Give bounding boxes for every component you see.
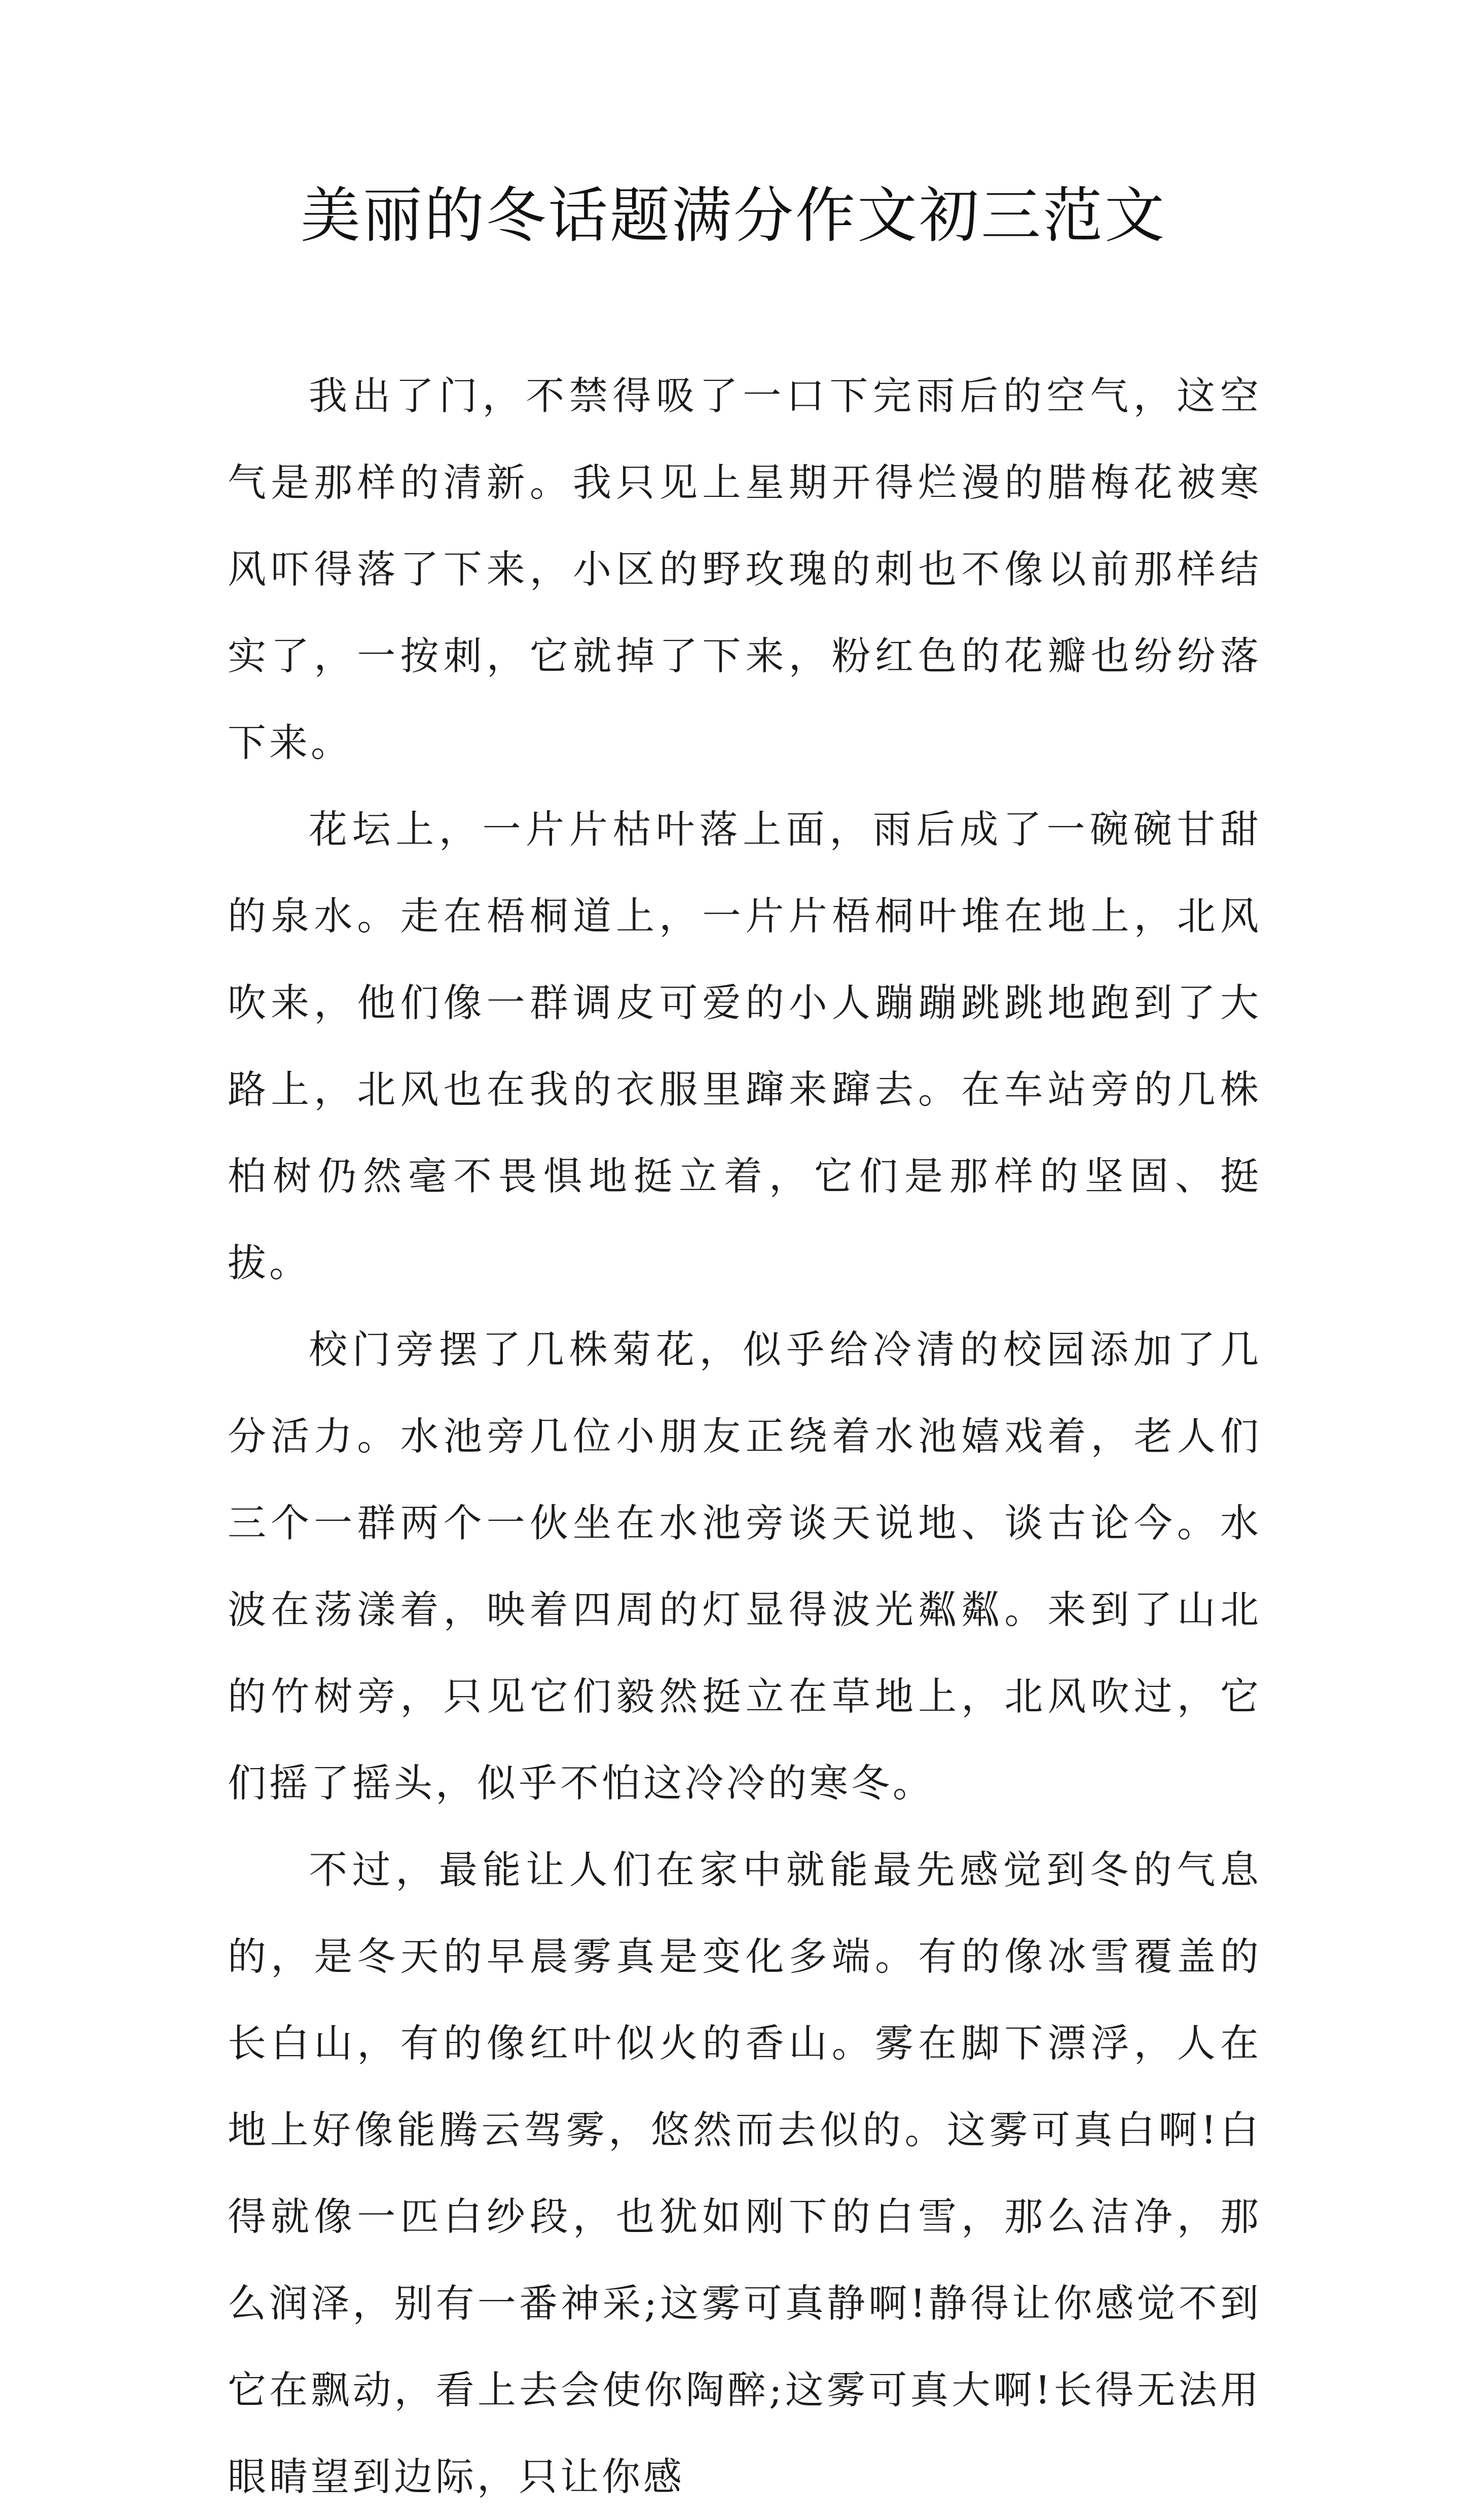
paragraph: 校门旁摆了几株菊花，似乎给冷清的校园添加了几分活力。水池旁几位小朋友正绕着水池嬉戏着，老人们三个一群两个一伙坐在水池旁谈天说地、谈古论今。水波在荡漾着，映着四周的灯显得波光粼粼。来到了山北的竹树旁，只见它们毅然挺立在草地上，北风吹过，它们摇了摇头，似乎不怕这冷冷的寒冬。 xyxy=(228,1327,1262,1806)
paragraph: 不过，最能让人们在家中就能最先感觉到冬的气息的，是冬天的早晨雾真是变化多端。有的像冰雪覆盖的长白山，有的像红叶似火的香山。雾在脚下漂浮，人在地上好像能腾云驾雾，悠然而去似的。这雾可真白啊!白得就像一匹白纱段，也犹如刚下的白雪，那么洁净，那么润泽，别有一番神采;这雾可真静啊!静得让你感觉不到它在飘动，看上去会使你陶醉;这雾可真大啊!长得无法用眼睛望到边际，只让你感 xyxy=(228,1847,1262,2499)
paragraph: 我出了门，不禁得吸了一口下完雨后的空气，这空气是那样的清新。我只见上星期开得烂漫的腊梅花被寒风吓得落了下来，小区的野玫瑰的刺也不像以前那样结实了，一按刺，它就掉了下来，粉红色的花瓣也纷纷落下来。 xyxy=(228,373,1262,765)
document-title: 美丽的冬话题满分作文初三范文 xyxy=(300,181,1166,250)
document-body xyxy=(228,352,1262,2520)
paragraph: 花坛上，一片片枯叶落上面，雨后成了一碗碗甘甜的泉水。走在梧桐道上，一片片梧桐叶堆在地上，北风吹来，他们像一群调皮可爱的小人蹦蹦跳跳地跑到了大路上，北风也在我的衣服里蹿来蹿去。在车站旁的几株柏树仍然毫不畏惧地挺立着，它们是那样的坚固、挺拔。 xyxy=(228,807,1262,1285)
